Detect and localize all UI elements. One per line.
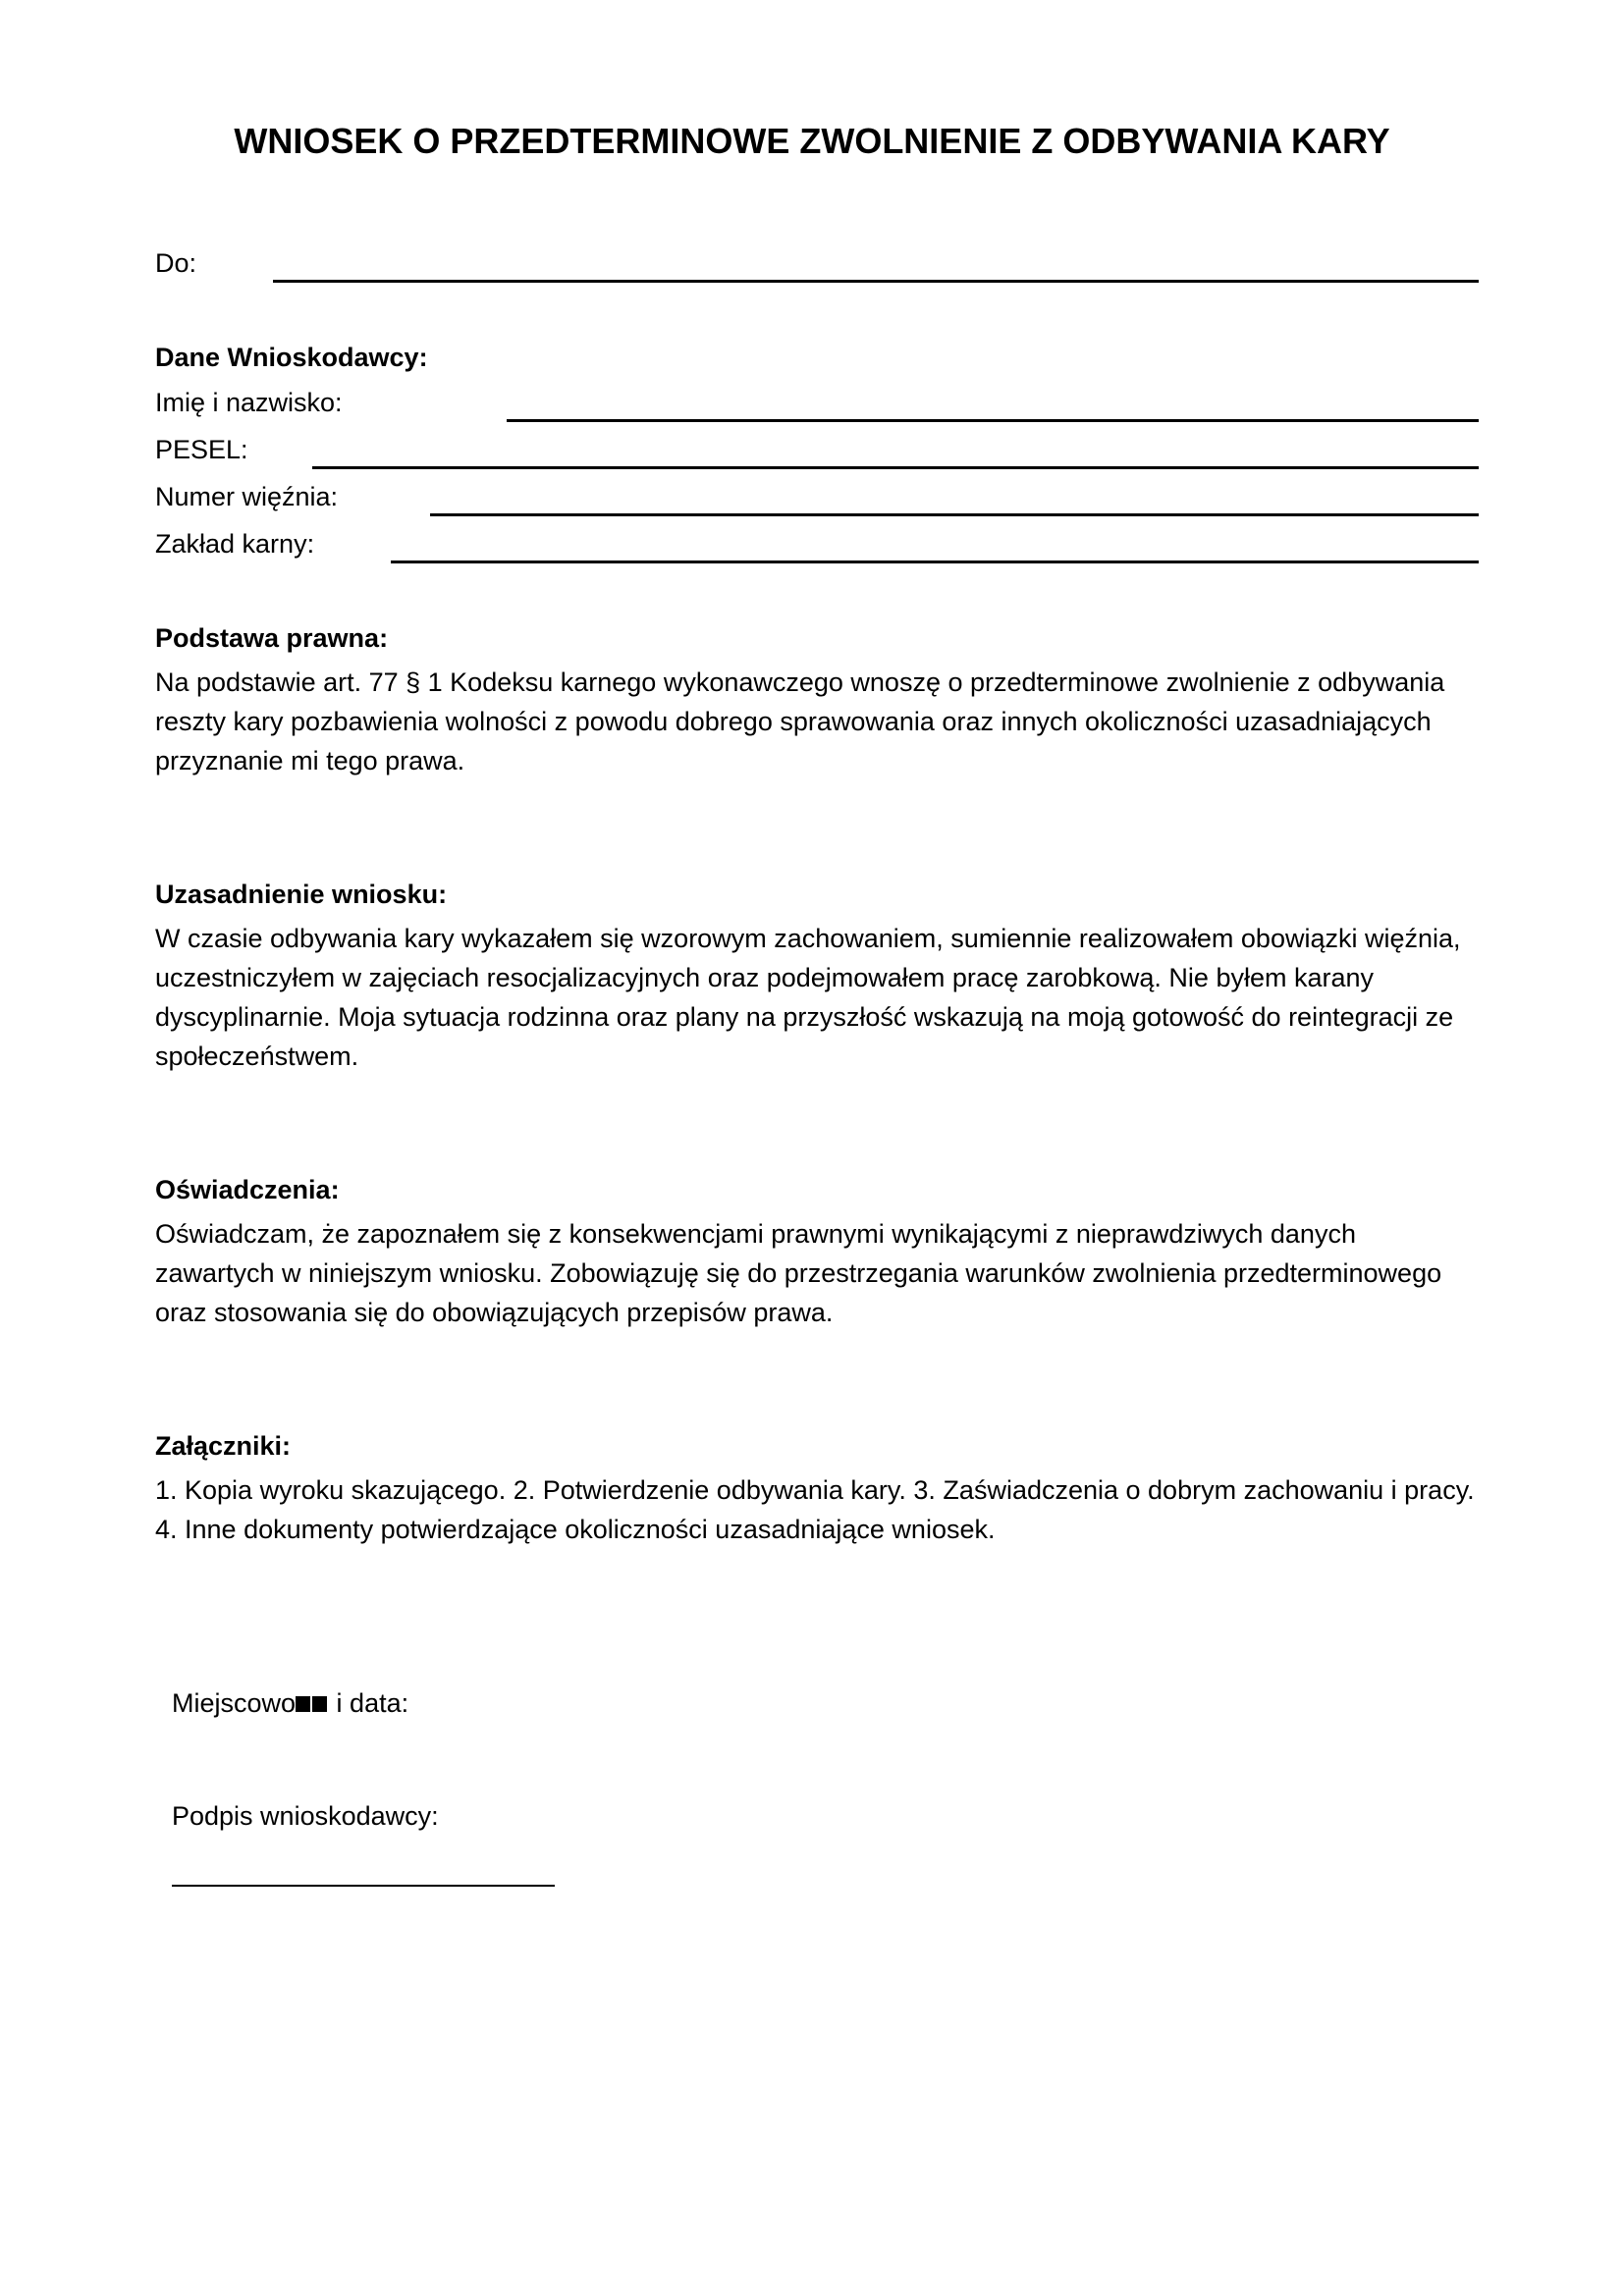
declarations-heading: Oświadczenia: bbox=[155, 1175, 340, 1204]
to-field bbox=[155, 240, 1479, 283]
name-field bbox=[155, 379, 1479, 422]
name-label: Imię i nazwisko: bbox=[155, 388, 343, 417]
signature-label: Podpis wnioskodawcy: bbox=[172, 1801, 439, 1831]
justification-text: W czasie odbywania kary wykazałem się wzorowym zachowaniem, sumiennie realizowałem obowiązki więźnia, uczestniczyłem w zajęciach resocjalizacyjnych oraz podejmowałem pracę zarobkową. Nie byłem karany dyscyplinarnie. Moja sytuacja rodzinna oraz plany na przyszłość wskazują na moją gotowość do reintegracji ze społeczeństwem. bbox=[155, 924, 1461, 1071]
place-date-label bbox=[172, 1685, 408, 1721]
applicant-heading: Dane Wnioskodawcy: bbox=[155, 343, 428, 372]
declarations-text: Oświadczam, że zapoznałem się z konsekwencjami prawnymi wynikającymi z nieprawdziwych danych zawartych w niniejszym wniosku. Zobowiązuję się do przestrzegania warunków zwolnienia przedterminowego oraz stosowania się do obowiązujących przepisów prawa. bbox=[155, 1219, 1442, 1327]
signature-line[interactable] bbox=[172, 1885, 555, 1887]
missing-glyph-box bbox=[312, 1696, 327, 1712]
inmate-number-label: Numer więźnia: bbox=[155, 482, 339, 511]
attachments-heading: Załączniki: bbox=[155, 1431, 292, 1461]
pesel-input-line[interactable] bbox=[312, 466, 1479, 469]
document-title: WNIOSEK O PRZEDTERMINOWE ZWOLNIENIE Z ODBYWANIA KARY bbox=[234, 121, 1390, 161]
inmate-number-input-line[interactable] bbox=[430, 513, 1479, 516]
prison-field bbox=[155, 520, 1479, 563]
prison-label: Zakład karny: bbox=[155, 529, 315, 559]
to-input-line[interactable] bbox=[273, 280, 1479, 283]
pesel-field bbox=[155, 426, 1479, 469]
inmate-number-field bbox=[155, 473, 1479, 516]
pesel-label: PESEL: bbox=[155, 435, 248, 464]
to-label: Do: bbox=[155, 248, 197, 278]
place-date-label-end: i data: bbox=[329, 1688, 409, 1718]
place-date-label-start: Miejscowo bbox=[172, 1688, 297, 1718]
attachments-text: 1. Kopia wyroku skazującego. 2. Potwierdzenie odbywania kary. 3. Zaświadczenia o dobrym zachowaniu i pracy. 4. Inne dokumenty potwierdzające okoliczności uzasadniające wniosek. bbox=[155, 1475, 1475, 1544]
legal-basis-heading: Podstawa prawna: bbox=[155, 623, 389, 653]
prison-input-line[interactable] bbox=[391, 561, 1479, 563]
missing-glyph-box bbox=[296, 1696, 310, 1712]
justification-heading: Uzasadnienie wniosku: bbox=[155, 880, 448, 909]
legal-basis-text: Na podstawie art. 77 § 1 Kodeksu karnego wykonawczego wnoszę o przedterminowe zwolnienie z odbywania reszty kary pozbawienia wolności z powodu dobrego sprawowania oraz innych okoliczności uzasadniających przyznanie mi tego prawa. bbox=[155, 667, 1445, 775]
name-input-line[interactable] bbox=[507, 419, 1479, 422]
